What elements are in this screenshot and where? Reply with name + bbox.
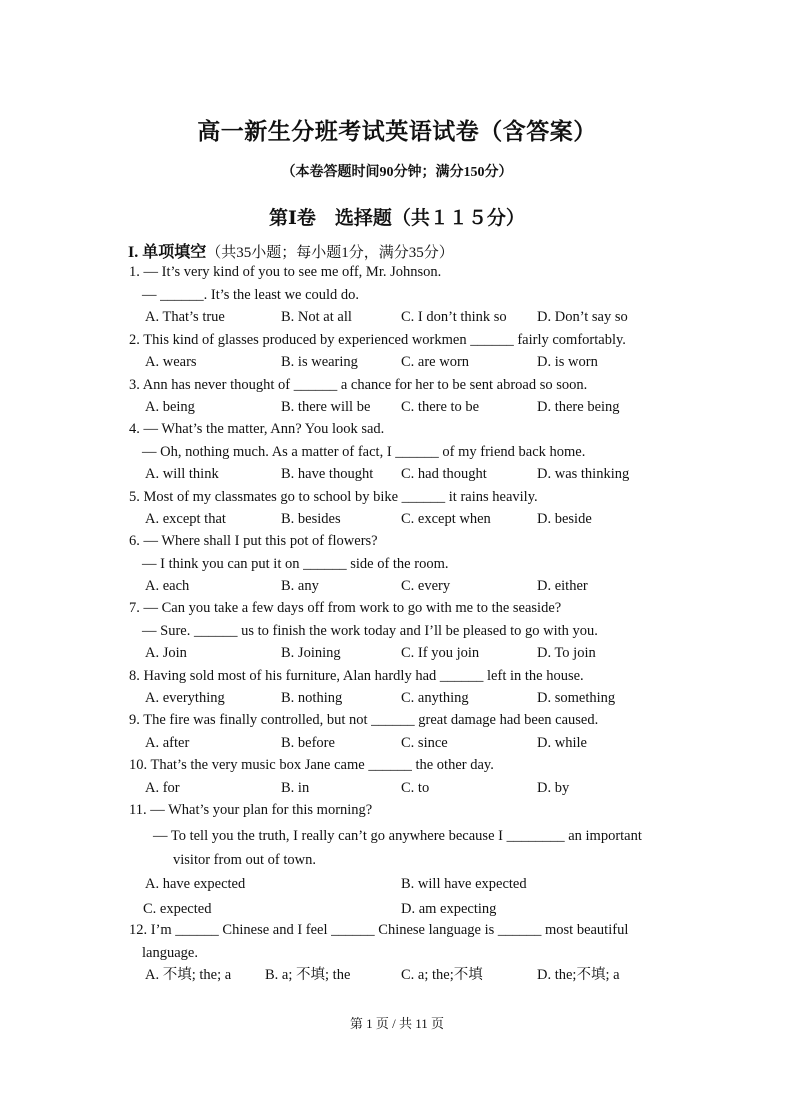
question-5-option-a: A. except that (145, 511, 226, 527)
page-subtitle: （本卷答题时间90分钟；满分150分） (281, 165, 513, 180)
question-11-line3: visitor from out of town. (173, 852, 316, 868)
question-7-option-c: C. If you join (401, 645, 480, 661)
question-6-option-c: C. every (401, 578, 451, 594)
question-3-option-c: C. there to be (401, 399, 480, 415)
question-10-option-b: B. in (281, 780, 310, 796)
question-8-option-c: C. anything (401, 690, 469, 706)
question-5-option-d: D. beside (537, 511, 592, 527)
question-10-option-c: C. to (401, 780, 430, 796)
question-3-option-a: A. being (145, 399, 195, 415)
part-title: 第Ⅰ卷 选择题（共１１５分） (269, 208, 525, 229)
question-11-option-d: D. am expecting (401, 901, 497, 917)
question-3-stem: 3. Ann has never thought of ______ a chance for her to be sent abroad so soon. (129, 377, 588, 393)
question-7-option-d: D. To join (537, 645, 596, 661)
question-1-stem: 1. — It’s very kind of you to see me off, Mr. Johnson. (129, 264, 442, 280)
question-8-option-a: A. everything (145, 690, 225, 706)
question-6-option-a: A. each (145, 578, 190, 594)
question-1-option-d: D. Don’t say so (537, 309, 628, 325)
question-7-option-a: A. Join (145, 645, 187, 661)
question-1-option-a: A. That’s true (145, 309, 225, 325)
question-2-stem: 2. This kind of glasses produced by experienced workmen ______ fairly comfortably. (129, 332, 626, 348)
question-8-option-b: B. nothing (281, 690, 343, 706)
question-11-option-a: A. have expected (145, 876, 246, 892)
question-12-option-b: B. a; 不填; the (265, 967, 351, 983)
question-8-stem: 8. Having sold most of his furniture, Alan hardly had ______ left in the house. (129, 668, 584, 684)
question-7-stem: 7. — Can you take a few days off from work to go with me to the seaside? (129, 600, 562, 616)
question-4-stem: 4. — What’s the matter, Ann? You look sad. (129, 421, 385, 437)
question-8-option-d: D. something (537, 690, 616, 706)
question-9-option-c: C. since (401, 735, 448, 751)
question-4-option-b: B. have thought (281, 466, 374, 482)
question-4-line2: — Oh, nothing much. As a matter of fact, I ______ of my friend back home. (142, 444, 586, 460)
question-11-stem: 11. — What’s your plan for this morning? (129, 802, 373, 818)
page-footer: 第 1 页 / 共 11 页 (349, 1016, 445, 1031)
question-5-option-c: C. except when (401, 511, 491, 527)
question-9-option-b: B. before (281, 735, 335, 751)
question-6-option-d: D. either (537, 578, 588, 594)
question-7-option-b: B. Joining (281, 645, 341, 661)
question-5-option-b: B. besides (281, 511, 341, 527)
page-title: 高一新生分班考试英语试卷（含答案） (197, 119, 597, 144)
question-2-option-a: A. wears (145, 354, 197, 370)
question-6-option-b: B. any (281, 578, 319, 594)
question-2-option-d: D. is worn (537, 354, 598, 370)
question-1-option-b: B. Not at all (281, 309, 352, 325)
question-11-option-b: B. will have expected (401, 876, 527, 892)
question-9-stem: 9. The fire was finally controlled, but not ______ great damage had been caused. (129, 712, 599, 728)
section-heading (128, 239, 454, 262)
question-1-line2: — ______. It’s the least we could do. (142, 287, 360, 303)
section-heading-main: I. 单项填空 (128, 244, 207, 261)
question-1-option-c: C. I don’t think so (401, 309, 507, 325)
question-2-option-b: B. is wearing (281, 354, 358, 370)
question-6-stem: 6. — Where shall I put this pot of flowers? (129, 533, 378, 549)
question-3-option-d: D. there being (537, 399, 620, 415)
section-heading-note: （共35小题；每小题1分，满分35分） (206, 245, 454, 261)
question-4-option-d: D. was thinking (537, 466, 630, 482)
question-10-option-a: A. for (145, 780, 180, 796)
question-11-line2: — To tell you the truth, I really can’t go anywhere because I ________ an important (153, 828, 642, 844)
question-12-option-c: C. a; the;不填 (401, 967, 483, 983)
question-3-option-b: B. there will be (281, 399, 371, 415)
question-10-stem: 10. That’s the very music box Jane came ______ the other day. (129, 757, 494, 773)
question-4-option-a: A. will think (145, 466, 219, 482)
question-9-option-a: A. after (145, 735, 190, 751)
question-12-option-a: A. 不填; the; a (145, 967, 232, 983)
question-6-line2: — I think you can put it on ______ side of the room. (142, 556, 449, 572)
question-5-stem: 5. Most of my classmates go to school by bike ______ it rains heavily. (129, 489, 538, 505)
question-11-option-c: C. expected (143, 901, 212, 917)
question-12-line2: language. (142, 945, 198, 961)
question-12-option-d: D. the;不填; a (537, 967, 620, 983)
question-2-option-c: C. are worn (401, 354, 470, 370)
question-10-option-d: D. by (537, 780, 570, 796)
question-7-line2: — Sure. ______ us to finish the work today and I’ll be pleased to go with you. (142, 623, 598, 639)
question-4-option-c: C. had thought (401, 466, 487, 482)
question-12-stem: 12. I’m ______ Chinese and I feel ______ Chinese language is ______ most beautiful (129, 922, 629, 938)
question-9-option-d: D. while (537, 735, 587, 751)
